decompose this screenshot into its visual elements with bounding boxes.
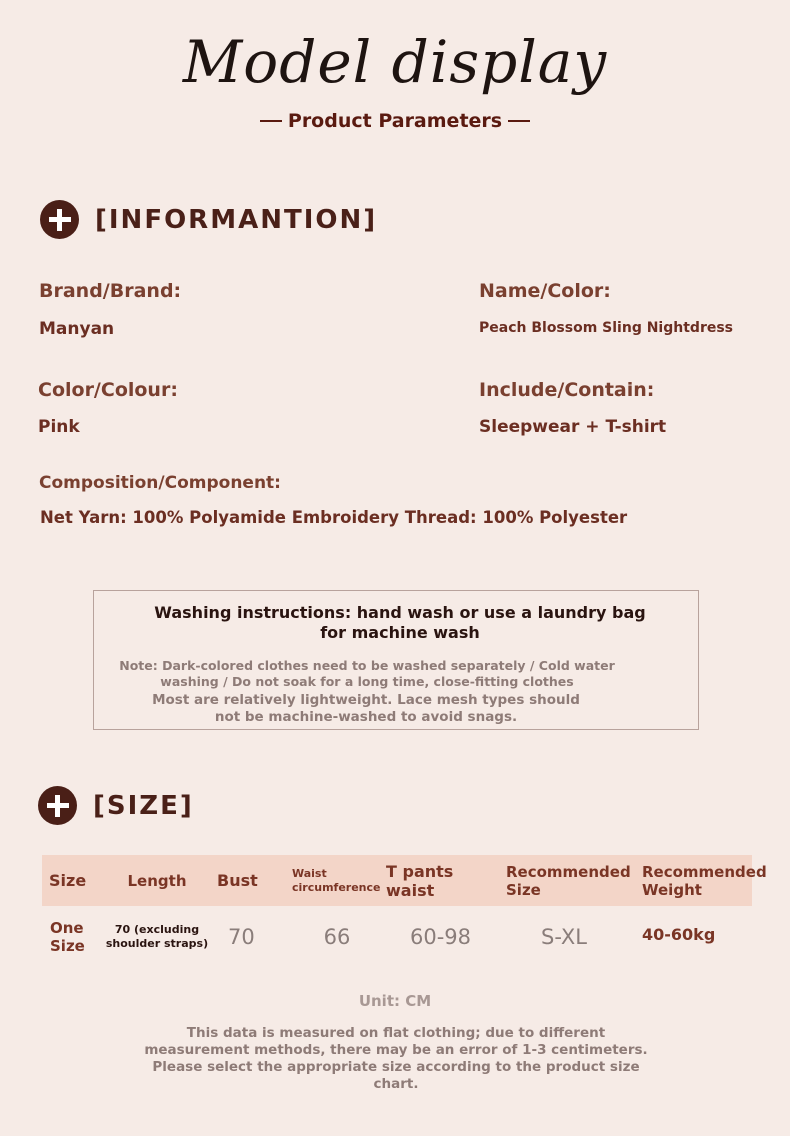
name-value: Peach Blossom Sling Nightdress <box>479 320 734 336</box>
measurement-disclaimer: This data is measured on flat clothing; due to different measurement methods, there may be an error of 1-3 centimeters. Please select the appropriate size according to the product size chart. <box>144 1025 648 1092</box>
cell-size: One Size <box>50 919 85 955</box>
color-label: Color/Colour: <box>38 379 178 401</box>
washing-note-lightweight: Most are relatively lightweight. Lace mesh types should not be machine-washed to avoid snags. <box>152 692 580 725</box>
size-table <box>42 855 767 968</box>
size-section-title: [SIZE] <box>93 790 194 821</box>
unit-label: Unit: CM <box>358 992 432 1010</box>
include-label: Include/Contain: <box>479 379 655 401</box>
cell-recommended-weight: 40-60kg <box>642 924 716 944</box>
script-title: Model display <box>182 28 608 96</box>
divider-left <box>260 120 282 122</box>
subtitle-row <box>0 110 790 132</box>
header-t-pants-waist: T pants waist <box>386 855 506 906</box>
size-table-header-row <box>42 855 752 906</box>
cell-length: 70 (excluding shoulder straps) <box>105 923 209 950</box>
header-recommended-weight: Recommended Weight <box>642 855 752 906</box>
header-length: Length <box>98 855 216 906</box>
subtitle: Product Parameters <box>287 110 503 132</box>
include-value: Sleepwear + T-shirt <box>479 417 667 437</box>
header-recommended-size: Recommended Size <box>506 855 642 906</box>
divider-right <box>508 120 530 122</box>
cell-t-pants-waist: 60-98 <box>410 925 472 949</box>
header-bust: Bust <box>216 855 292 906</box>
washing-main-text: Washing instructions: hand wash or use a laundry bag for machine wash <box>154 603 646 642</box>
composition-value: Net Yarn: 100% Polyamide Embroidery Thread: 100% Polyester <box>40 508 628 527</box>
cell-waist: 66 <box>323 925 351 949</box>
cell-recommended-size: S-XL <box>541 925 587 949</box>
brand-value: Manyan <box>39 319 115 339</box>
size-section-header <box>38 786 194 825</box>
composition-label: Composition/Component: <box>39 473 281 493</box>
name-label: Name/Color: <box>479 280 611 302</box>
table-row <box>42 906 752 968</box>
info-section-header <box>40 200 377 239</box>
header-size: Size <box>42 855 98 906</box>
info-section-title: [INFORMANTION] <box>95 204 378 235</box>
brand-label: Brand/Brand: <box>39 280 182 302</box>
color-value: Pink <box>38 417 80 437</box>
plus-icon <box>38 786 77 825</box>
header-waist: Waist circumference <box>292 855 386 906</box>
cell-bust: 70 <box>228 925 255 949</box>
plus-icon <box>40 200 79 239</box>
washing-note: Note: Dark-colored clothes need to be washed separately / Cold water washing / Do not soak for a long time, close-fitting clothes <box>119 658 615 689</box>
